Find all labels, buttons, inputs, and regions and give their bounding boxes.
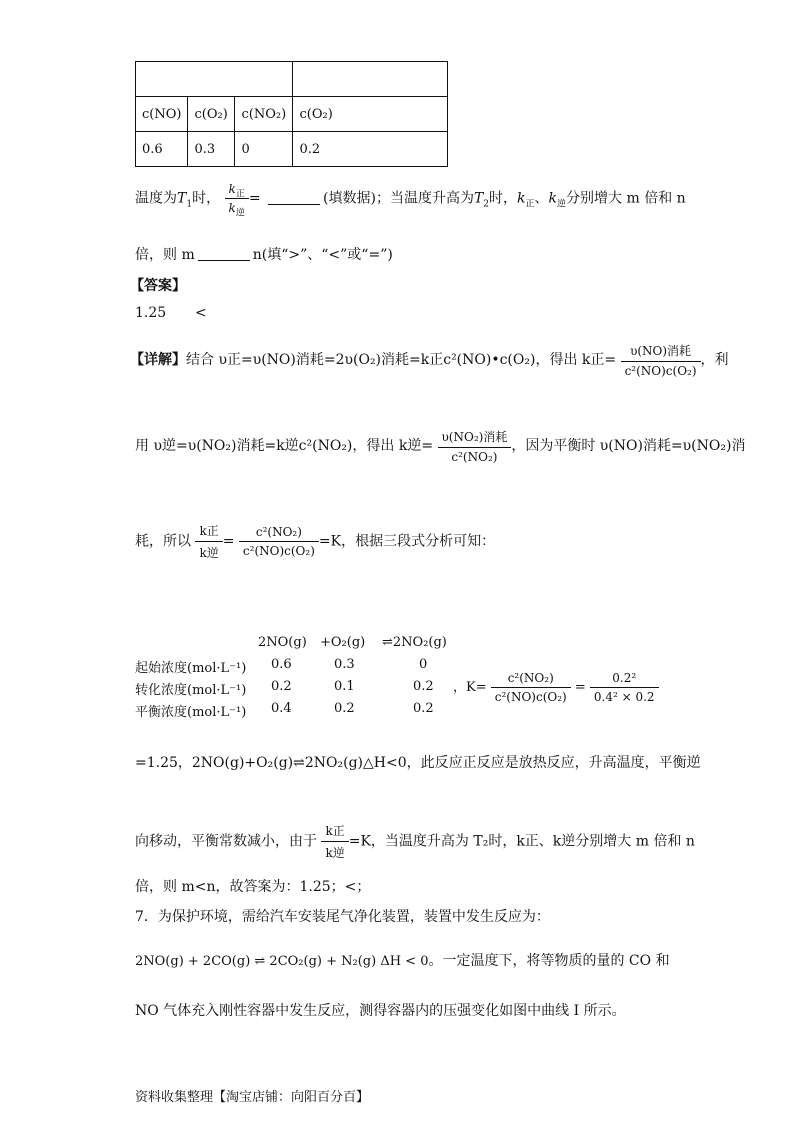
numerator: c²(NO₂) [491,671,571,688]
detail-line-1 [130,342,729,378]
table-cell: 0.6 [136,132,188,167]
table-cell [293,62,448,97]
fraction [491,671,571,704]
text: 用 υ逆=υ(NO₂)消耗=k逆c²(NO₂)，得出 k逆= [135,438,434,454]
numerator: υ(NO)消耗 [621,342,701,362]
text: 倍，则 m [135,247,195,263]
text: 时， [489,190,518,207]
numerator: c²(NO₂) [239,525,319,542]
concentration-table [135,61,448,167]
answer-value-2: < [195,305,207,321]
text: 温度为 [135,190,177,207]
denominator: c²(NO)c(O₂) [242,544,315,558]
fraction [621,342,701,378]
q7-line-3: NO 气体充入刚性容器中发生反应，测得容器内的压强变化如图中曲线 I 所示。 [135,1003,626,1019]
detail-line-2 [135,428,745,464]
table-cell: 0.3 [188,132,235,167]
footer-source: 资料收集整理【淘宝店铺：向阳百分百】 [135,1090,370,1105]
sub: 正 [525,199,535,210]
stage-value: 0.6 [271,657,292,672]
stage-header: ⇌2NO₂(g) [382,635,447,650]
text: 时， [192,190,221,207]
table-header-cell: c(O₂) [188,97,235,132]
sub: 逆 [235,208,245,219]
numerator: 0.2² [590,671,659,688]
stage-row-label: 平衡浓度(mol·L⁻¹) [135,705,247,720]
k-expression [453,671,659,704]
table-header-cell: c(NO₂) [235,97,293,132]
detail-line-3 [135,522,495,561]
fraction [321,822,348,861]
equals: = [574,680,586,695]
table-header-row [136,97,448,132]
var-k: k [228,201,236,215]
text: 耗，所以 [135,533,191,550]
sub: 正 [235,189,245,200]
text: 。一定温度下，将等物质的量的 CO 和 [428,953,670,969]
stage-value: 0.2 [271,679,292,694]
sub: 2 [483,199,490,210]
answer-blank[interactable] [198,246,250,261]
text: 分别增大 m 倍和 n [566,190,686,207]
fraction [195,522,222,561]
stage-value: 0.2 [413,679,434,694]
var-k: k [228,182,236,196]
text: =K，根据三段式分析可知： [318,533,496,550]
k-ratio-fraction [225,182,249,219]
denominator: k逆 [199,546,219,560]
text: =K，当温度升高为 T₂时，k正、k逆分别增大 m 倍和 n [348,833,695,850]
equals: = [222,533,235,550]
text: 结合 υ正=υ(NO)消耗=2υ(O₂)消耗=k正c²(NO)•c(O₂)，得出 k正= [186,352,617,368]
fraction [590,671,659,704]
answer-blank[interactable] [268,190,320,205]
table-empty-row [136,62,448,97]
text: n(填“>”、“<”或“=”) [252,247,393,263]
equals: = [248,190,261,207]
stage-value: 0.3 [334,657,355,672]
q7-line-1: 7．为保护环境，需给汽车安装尾气净化装置，装置中发生反应为： [135,909,550,925]
stage-value: 0 [419,657,428,672]
denominator: k逆 [325,846,345,860]
answer-value-1: 1.25 [135,305,167,321]
denominator: 0.4² × 0.2 [593,690,655,704]
denominator: c²(NO)c(O₂) [494,690,567,704]
denominator: c²(NO)c(O₂) [624,364,697,378]
para2-line-2 [135,822,695,861]
denominator: c²(NO₂) [451,450,498,464]
detail-label: 【详解】 [130,352,186,368]
table-header-cell: c(O₂) [293,97,448,132]
para2-line-1: =1.25，2NO(g)+O₂(g)⇌2NO₂(g)△H<0，此反应正反应是放热反应，升高温度，平衡逆 [135,755,701,771]
table-value-row [136,132,448,167]
question-line-2 [135,244,393,264]
stage-value: 0.4 [271,701,292,716]
numerator: υ(NO₂)消耗 [438,428,512,448]
text: ，因为平衡时 υ(NO)消耗=υ(NO₂)消 [511,438,746,454]
stage-row-label: 转化浓度(mol·L⁻¹) [135,683,247,698]
table-header-cell: c(NO) [136,97,188,132]
var-t: T [473,190,484,207]
para2-line-3: 倍，则 m<n，故答案为：1.25；<； [135,879,371,895]
text: ，利 [700,352,729,368]
var-t: T [177,190,187,207]
stage-value: 0.1 [334,679,355,694]
text: 向移动，平衡常数减小，由于 [135,833,317,850]
reaction-equation: 2NO(g) + 2CO(g) ⇌ 2CO₂(g) + N₂(g) ΔH < 0 [135,954,429,969]
numerator: k正 [195,522,222,542]
var-k: k [517,190,526,207]
q7-line-2 [135,950,670,970]
stage-header: 2NO(g) [258,635,307,650]
answer-label: 【答案】 [130,278,186,294]
stage-value: 0.2 [413,701,434,716]
stage-row-label: 起始浓度(mol·L⁻¹) [135,661,247,676]
table-cell [136,62,293,97]
sub: 1 [186,199,193,210]
stage-value: 0.2 [334,701,355,716]
text: ，K= [453,680,487,695]
question-line-1 [135,182,686,219]
table-cell: 0.2 [293,132,448,167]
text: 、 [534,190,549,207]
fraction [239,525,319,558]
text: (填数据)；当温度升高为 [323,190,474,207]
var-k: k [548,190,558,207]
table-cell: 0 [235,132,293,167]
numerator: k正 [321,822,348,842]
fraction [438,428,512,464]
sub: 逆 [557,199,567,210]
stage-header: +O₂(g) [320,635,366,650]
